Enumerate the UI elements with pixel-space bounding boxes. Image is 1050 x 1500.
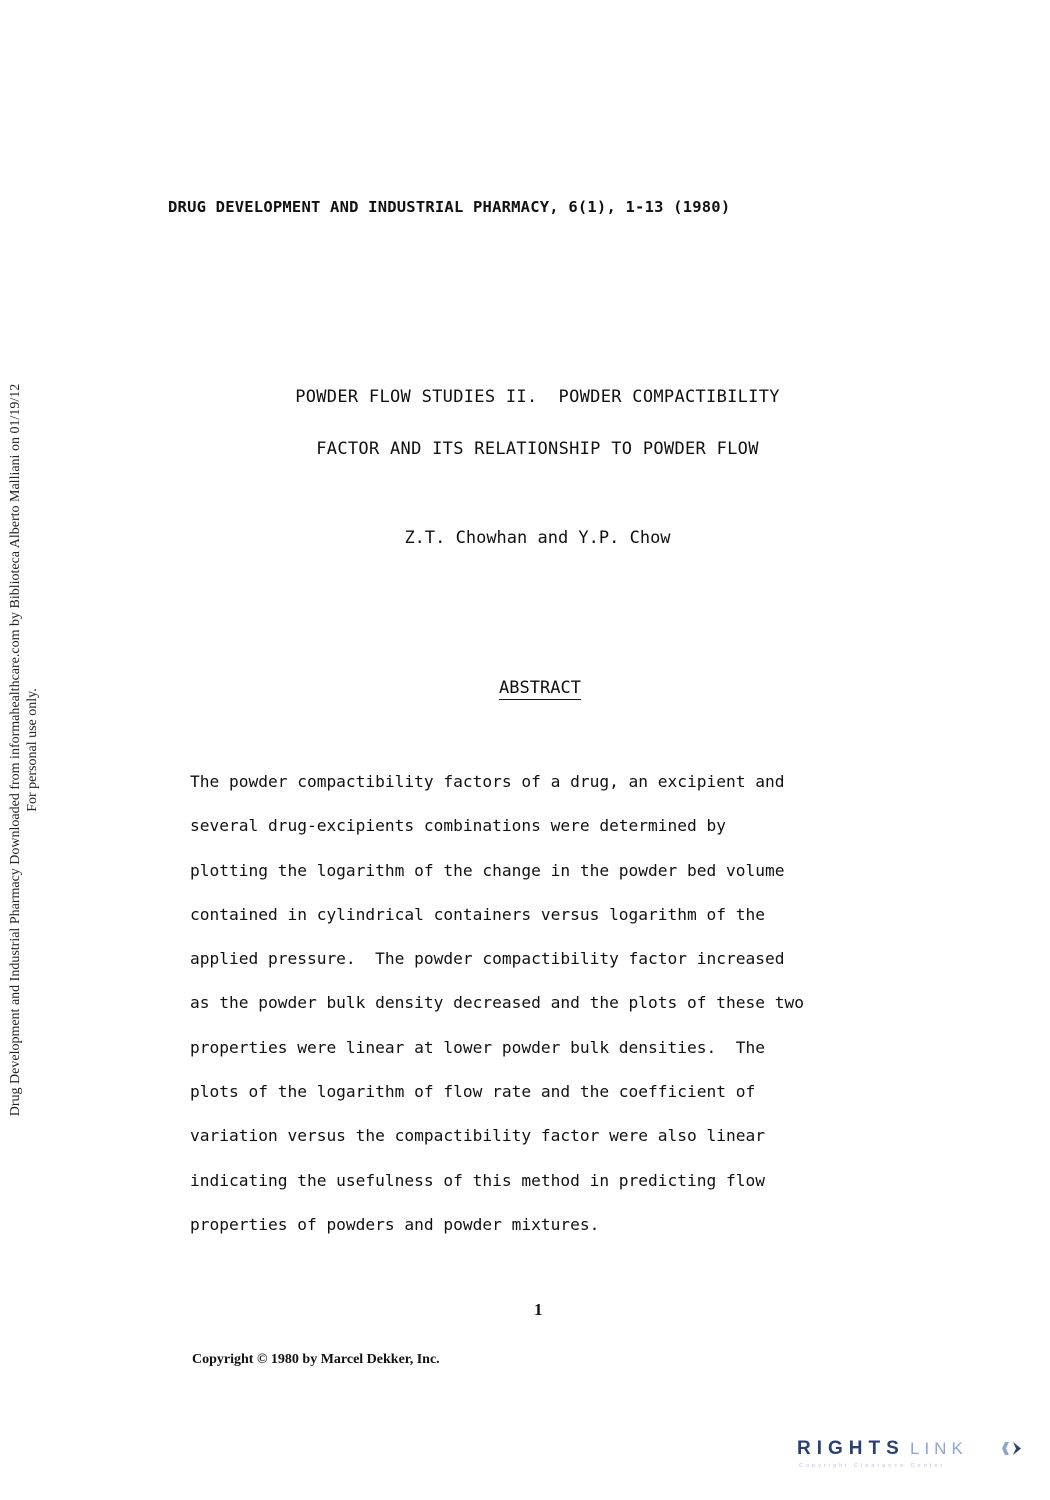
article-authors: Z.T. Chowhan and Y.P. Chow	[404, 528, 671, 548]
download-stamp	[7, 384, 41, 1116]
abstract-line: several drug-excipients combinations were determined by	[190, 816, 727, 836]
abstract-line: plotting the logarithm of the change in the powder bed volume	[190, 860, 785, 880]
abstract-heading	[0, 678, 1050, 698]
abstract-heading-text: ABSTRACT	[499, 678, 581, 698]
abstract-line: properties of powders and powder mixtures.	[190, 1214, 600, 1234]
abstract-line: variation versus the compactibility factor were also linear	[190, 1126, 765, 1146]
rightslink-logo-text-dark: RIGHTS	[797, 1438, 905, 1459]
article-title-line2: FACTOR AND ITS RELATIONSHIP TO POWDER FLOW	[316, 439, 759, 459]
abstract-line: as the powder bulk density decreased and the plots of these two	[190, 993, 804, 1013]
copyright-notice: Copyright © 1980 by Marcel Dekker, Inc.	[192, 1352, 440, 1367]
rightslink-logo-text-light: LINK	[910, 1439, 968, 1458]
rightslink-logo[interactable]	[797, 1434, 1032, 1470]
abstract-line: applied pressure. The powder compactibility factor increased	[190, 949, 785, 969]
chevron-icon	[1002, 1442, 1021, 1455]
abstract-body	[190, 760, 910, 1247]
download-stamp-line1: Drug Development and Industrial Pharmacy Downloaded from informahealthcare.com by Biblioteca Alberto Malliani on 01/19/12	[8, 383, 23, 1117]
journal-citation: DRUG DEVELOPMENT AND INDUSTRIAL PHARMACY, 6(1), 1-13 (1980)	[168, 198, 731, 216]
abstract-line: contained in cylindrical containers versus logarithm of the	[190, 904, 765, 924]
abstract-line: plots of the logarithm of flow rate and the coefficient of	[190, 1082, 756, 1102]
article-title-line1: POWDER FLOW STUDIES II. POWDER COMPACTIBILITY	[295, 387, 780, 407]
abstract-line: The powder compactibility factors of a drug, an excipient and	[190, 772, 785, 791]
abstract-line: indicating the usefulness of this method in predicting flow	[190, 1170, 765, 1190]
page-number: 1	[534, 1300, 543, 1319]
abstract-line: properties were linear at lower powder bulk densities. The	[190, 1037, 765, 1057]
rightslink-logo-tagline: Copyright Clearance Center	[799, 1463, 946, 1469]
download-stamp-line2: For personal use only.	[25, 688, 40, 812]
